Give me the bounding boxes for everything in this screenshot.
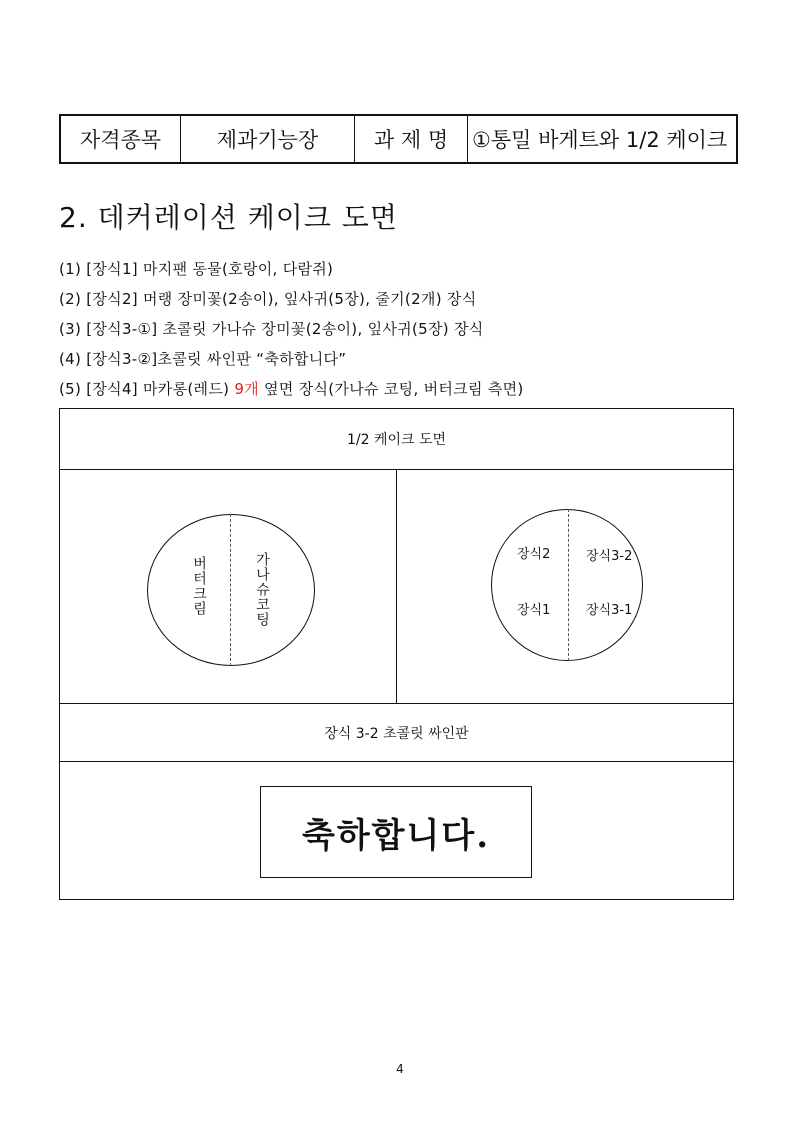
decoration-3-2-label: 장식3-2: [586, 549, 633, 564]
decoration-1-label: 장식1: [517, 603, 551, 618]
cake-diagram: [59, 408, 734, 900]
item-text-after: 옆면 장식(가나슈 코팅, 버터크림 측면): [258, 380, 524, 398]
item-text-before: (5) [장식4] 마카롱(레드): [59, 380, 235, 398]
section-title: 2. 데커레이션 케이크 도면: [59, 201, 398, 234]
decoration-split-line: [568, 509, 569, 661]
cake-top-view-decorations: [491, 509, 643, 661]
ganache-coating-label: 가나슈코팅: [254, 552, 270, 627]
cake-top-view-coating: [147, 514, 315, 666]
macaron-count-highlight: 9개: [234, 380, 259, 398]
task-value: ①통밀 바게트와 1/2 케이크: [472, 128, 728, 152]
decoration-item: (3) [장식3-①] 초콜릿 가나슈 장미꽃(2송이), 잎사귀(5장) 장식: [59, 320, 484, 338]
diagram-title: 1/2 케이크 도면: [60, 409, 733, 470]
diagram-divider: [396, 469, 397, 703]
decoration-item: (2) [장식2] 머랭 장미꽃(2송이), 잎사귀(5장), 줄기(2개) 장식: [59, 290, 477, 308]
decoration-item: (4) [장식3-②]초콜릿 싸인판 “축하합니다”: [59, 350, 347, 368]
decoration-item: [59, 374, 524, 404]
coating-split-line: [230, 514, 231, 666]
buttercream-label: 버터크림: [191, 556, 207, 616]
page-number: 4: [396, 1062, 404, 1076]
decoration-3-1-label: 장식3-1: [586, 603, 633, 618]
decoration-2-label: 장식2: [517, 547, 551, 562]
header-info-table: [59, 114, 738, 164]
task-label: 과 제 명: [355, 116, 468, 162]
decoration-item-list: [59, 254, 524, 404]
chocolate-sign-board: 축하합니다.: [260, 786, 532, 878]
decoration-item: (1) [장식1] 마지팬 동물(호랑이, 다람쥐): [59, 260, 334, 278]
qualification-value: 제과기능장: [181, 116, 355, 162]
sign-board-title: 장식 3-2 초콜릿 싸인판: [60, 703, 733, 762]
qualification-label: 자격종목: [61, 116, 181, 162]
